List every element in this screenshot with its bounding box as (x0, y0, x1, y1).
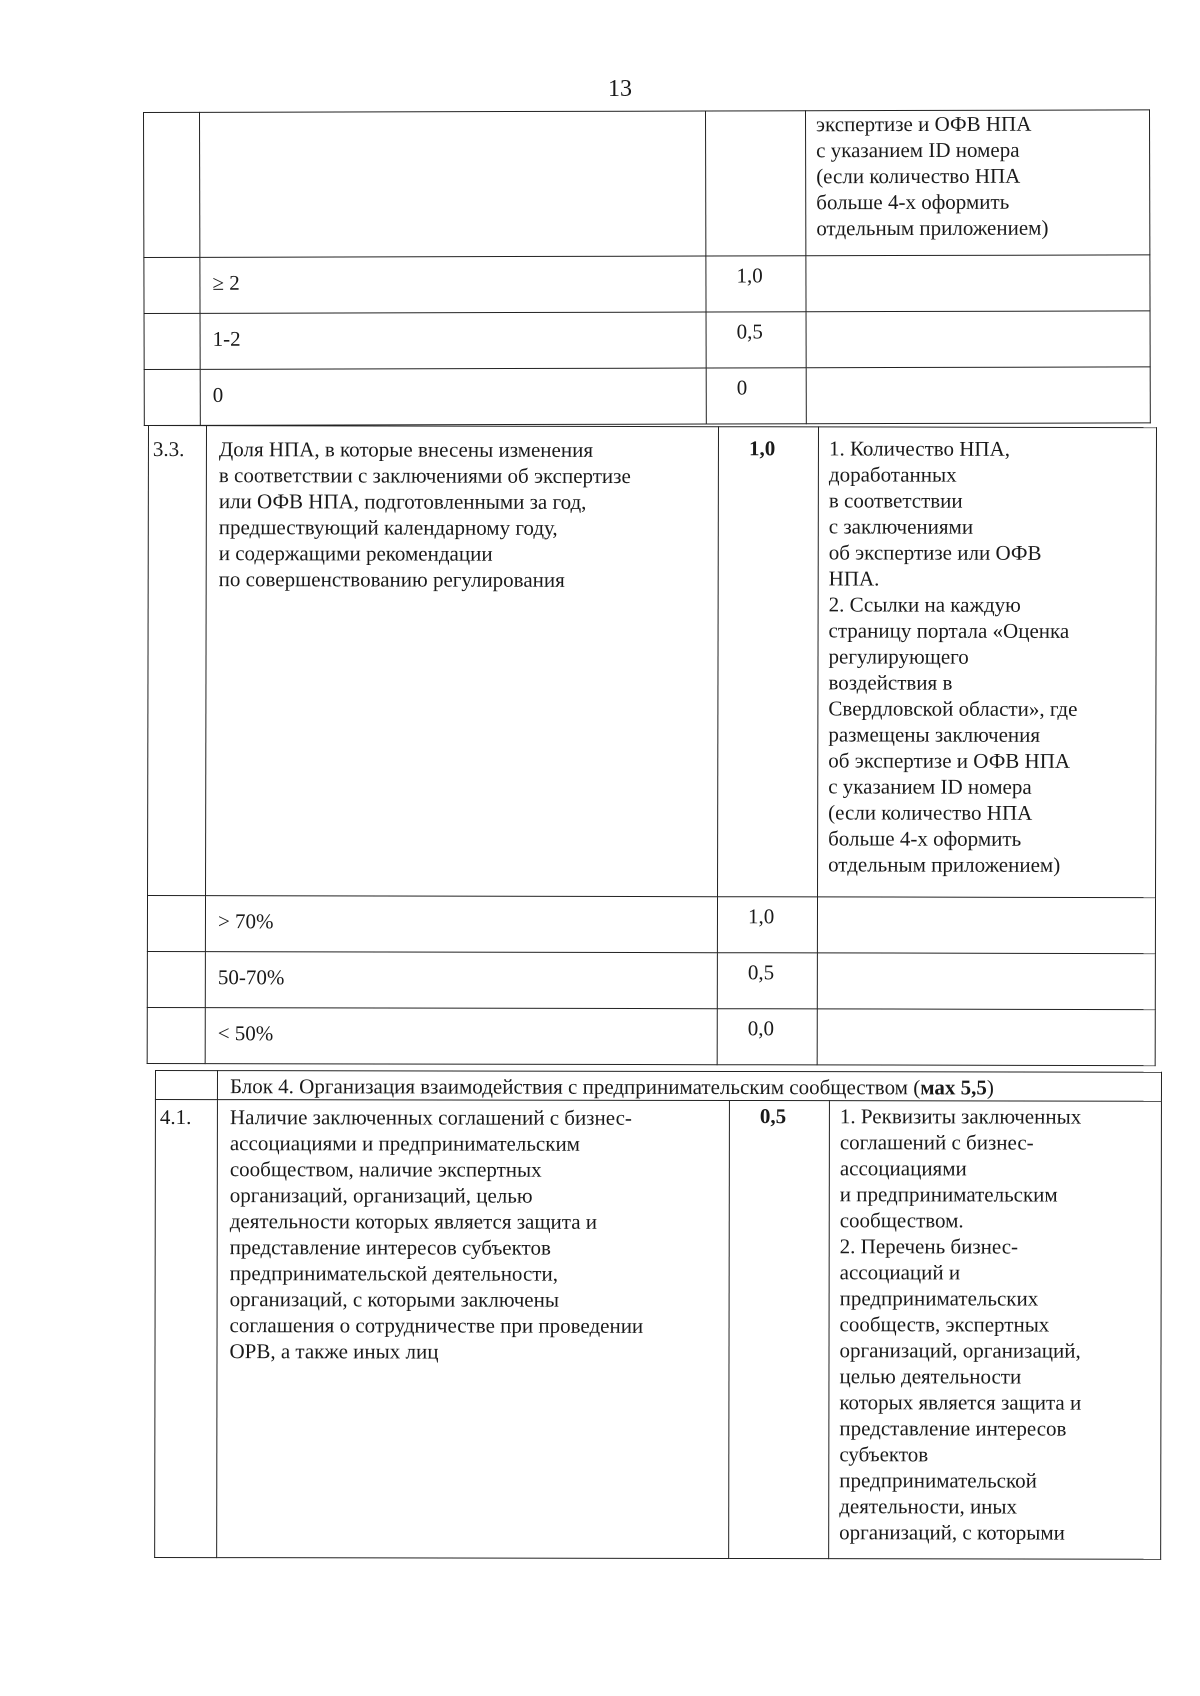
criterion-line: соглашения о сотрудничестве при проведении (229, 1313, 644, 1338)
criterion-cell: 1-2 (200, 312, 706, 369)
table-row (155, 1100, 1162, 1560)
criterion-cell: ≥ 2 (200, 256, 706, 313)
number-cell (144, 369, 200, 425)
item-number: 4.1. (155, 1100, 218, 1558)
score-cell: 1,0 (717, 897, 817, 953)
documents-line: и предпринимательским (839, 1182, 1058, 1207)
documents-line: размещены заключения (828, 722, 1041, 747)
documents-line: воздействия в (828, 670, 953, 695)
documents-cell (818, 427, 1157, 898)
documents-line: с указанием ID номера (828, 774, 1032, 799)
block-title-text: Блок 4. Организация взаимодействия с предпринимательским сообществом ( (229, 1074, 921, 1100)
score-cell: 0,5 (717, 953, 817, 1009)
documents-line: ассоциациями (839, 1156, 967, 1181)
documents-line: доработанных (828, 462, 957, 487)
criteria-table-item-3-3 (147, 425, 1157, 1066)
documents-line: 1. Количество НПА, (828, 436, 1011, 461)
criterion-cell (200, 111, 706, 257)
criterion-line: предшествующий календарному году, (218, 515, 558, 540)
documents-line: предпринимательской (839, 1468, 1037, 1493)
documents-line: страницу портала «Оценка (828, 618, 1070, 643)
criterion-line: деятельности которых является защита и (229, 1209, 598, 1234)
criterion-line: в соответствии с заключениями об экспертизе (218, 463, 631, 489)
documents-line: сообществом. (839, 1208, 964, 1233)
documents-line: сообществ, экспертных (839, 1312, 1050, 1337)
criterion-line: предпринимательской деятельности, (229, 1261, 558, 1286)
block-max-score: мах 5,5 (920, 1075, 987, 1100)
documents-line: регулирующего (828, 644, 969, 669)
documents-line: соглашений с бизнес- (839, 1130, 1034, 1155)
documents-line: представление интересов (839, 1416, 1067, 1441)
documents-line: организаций, организаций, (839, 1338, 1081, 1363)
criterion-line: ОРВ, а также иных лиц (229, 1339, 439, 1364)
criterion-line: представление интересов субъектов (229, 1235, 551, 1260)
documents-line: (если количество НПА (828, 800, 1033, 825)
criterion-cell: > 70% (205, 896, 717, 953)
documents-cell (806, 255, 1150, 312)
table-row (144, 255, 1150, 314)
table-row (144, 367, 1150, 426)
block-title (217, 1071, 1161, 1102)
criterion-line: организаций, с которыми заключены (229, 1287, 560, 1312)
documents-cell (805, 110, 1149, 256)
number-cell (144, 257, 200, 313)
documents-line: ассоциаций и (839, 1260, 961, 1285)
criterion-line: и содержащими рекомендации (218, 541, 493, 566)
documents-line: 2. Ссылки на каждую (828, 592, 1021, 617)
documents-line: в соответствии (828, 488, 963, 513)
score-cell: 0 (706, 368, 806, 424)
table-row (144, 110, 1150, 258)
criterion-cell: 50-70% (205, 952, 717, 1009)
criterion-line: или ОФВ НПА, подготовленными за год, (218, 489, 587, 514)
documents-line: Свердловской области», где (828, 696, 1078, 721)
documents-line: больше 4-х оформить (828, 826, 1022, 851)
criterion-line: Доля НПА, в которые внесены изменения (218, 437, 594, 462)
documents-line: организаций, с которыми (839, 1520, 1065, 1545)
documents-line: больше 4-х оформить (816, 189, 1010, 215)
documents-cell (806, 367, 1150, 424)
documents-line: отдельным приложением) (816, 215, 1049, 241)
page-number: 13 (608, 76, 632, 102)
criterion-text (206, 426, 719, 897)
documents-line: об экспертизе и ОФВ НПА (828, 748, 1071, 773)
table-row (147, 896, 1155, 954)
documents-line: отдельным приложением) (828, 852, 1061, 877)
score-cell (705, 111, 805, 256)
documents-line: субъектов (839, 1442, 929, 1467)
block-header-row (155, 1071, 1161, 1102)
max-score: 0,5 (729, 1101, 830, 1559)
criterion-line: Наличие заключенных соглашений с бизнес- (229, 1105, 632, 1130)
block-title-close: ) (986, 1075, 994, 1100)
number-cell (147, 1007, 205, 1063)
documents-line: с указанием ID номера (816, 137, 1020, 163)
score-cell: 0,5 (706, 312, 806, 368)
item-number: 3.3. (148, 426, 207, 896)
documents-line: 2. Перечень бизнес- (839, 1234, 1019, 1259)
criterion-line: организаций, организаций, целью (229, 1183, 533, 1208)
number-cell (147, 896, 205, 952)
documents-cell (817, 897, 1155, 954)
criteria-table-continuation (143, 109, 1151, 426)
max-score: 1,0 (718, 427, 819, 897)
documents-cell (829, 1101, 1162, 1560)
criterion-line: ассоциациями и предпринимательским (229, 1131, 581, 1156)
table-row (147, 1007, 1155, 1065)
documents-cell (817, 953, 1155, 1010)
documents-line: НПА. (828, 566, 880, 591)
criterion-cell: 0 (200, 368, 706, 425)
documents-line: об экспертизе или ОФВ (828, 540, 1042, 565)
criterion-cell: < 50% (205, 1008, 717, 1065)
criterion-line: по совершенствованию регулирования (218, 567, 565, 592)
documents-line: целью деятельности (839, 1364, 1022, 1389)
criteria-table-block-4 (154, 1070, 1162, 1560)
documents-cell (817, 1009, 1155, 1066)
documents-line: с заключениями (828, 514, 974, 539)
score-cell: 1,0 (706, 256, 806, 312)
documents-line: деятельности, иных (839, 1494, 1018, 1519)
number-cell (155, 1071, 217, 1100)
documents-cell (806, 311, 1150, 368)
documents-line: которых является защита и (839, 1390, 1082, 1415)
table-row (144, 311, 1150, 370)
number-cell (144, 313, 200, 369)
score-cell: 0,0 (717, 1009, 817, 1065)
number-cell (147, 951, 205, 1007)
documents-line: (если количество НПА (816, 163, 1021, 189)
documents-line: 1. Реквизиты заключенных (839, 1104, 1082, 1129)
documents-line: предпринимательских (839, 1286, 1039, 1311)
criterion-line: сообществом, наличие экспертных (229, 1157, 542, 1182)
criterion-text (217, 1100, 730, 1559)
documents-line: экспертизе и ОФВ НПА (816, 111, 1032, 137)
table-row (147, 951, 1155, 1009)
number-cell (144, 112, 200, 257)
table-row (148, 426, 1157, 898)
